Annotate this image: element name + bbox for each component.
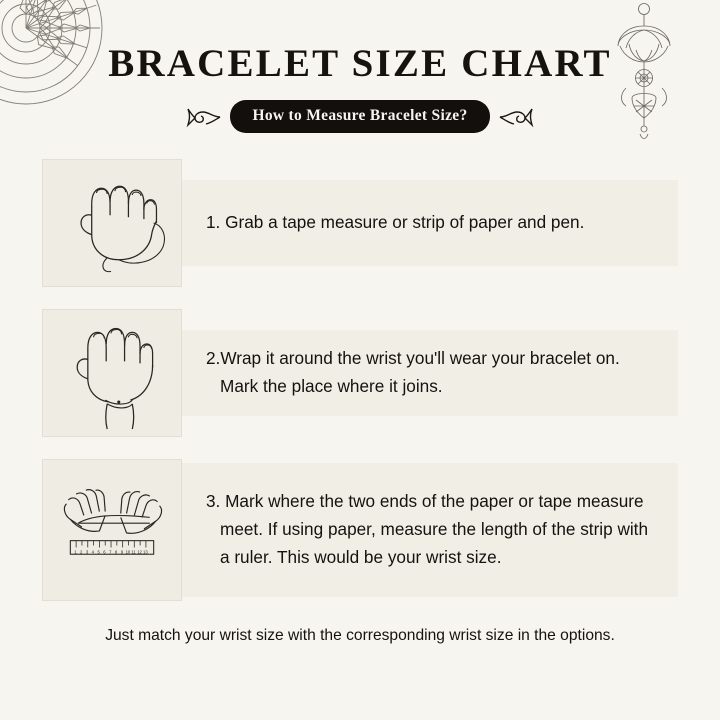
step-2-text: 2.Wrap it around the wrist you'll wear your bracelet on. Mark the place where it joins.: [206, 348, 620, 396]
svg-text:3: 3: [85, 549, 89, 555]
leaf-flourish-left-icon: [187, 106, 221, 128]
step-1-text: 1. Grab a tape measure or strip of paper and pen.: [206, 212, 585, 233]
svg-text:11: 11: [131, 549, 136, 555]
svg-text:8: 8: [114, 549, 118, 555]
leaf-flourish-right-icon: [499, 106, 533, 128]
document-header: [0, 0, 720, 133]
subtitle-row: [0, 100, 720, 133]
svg-text:10: 10: [125, 549, 131, 555]
svg-text:9: 9: [120, 549, 124, 555]
svg-text:7: 7: [109, 549, 112, 555]
svg-text:12: 12: [137, 549, 142, 555]
step-item: [42, 459, 678, 601]
svg-text:2: 2: [80, 549, 83, 555]
steps-list: [0, 159, 720, 601]
step-3-text: 3. Mark where the two ends of the paper or tape measure meet. If using paper, measure the length of the strip with a ruler. This would be your wrist size.: [206, 491, 649, 567]
svg-text:6: 6: [103, 549, 106, 555]
step-3-body: [182, 463, 678, 597]
step-1-body: [182, 180, 678, 266]
footer-note: Just match your wrist size with the corresponding wrist size in the options.: [105, 627, 615, 644]
step-2-body: [182, 330, 678, 416]
step-item: [42, 159, 678, 287]
step-item: [42, 309, 678, 437]
step-1-image: [42, 159, 182, 287]
subtitle-pill: How to Measure Bracelet Size?: [230, 100, 489, 133]
svg-text:13: 13: [143, 549, 148, 555]
svg-text:5: 5: [97, 549, 100, 555]
page-title: BRACELET SIZE CHART: [108, 42, 612, 85]
step-2-image: [42, 309, 182, 437]
step-3-image: [42, 459, 182, 601]
svg-text:4: 4: [91, 549, 95, 555]
svg-text:1: 1: [74, 549, 77, 555]
